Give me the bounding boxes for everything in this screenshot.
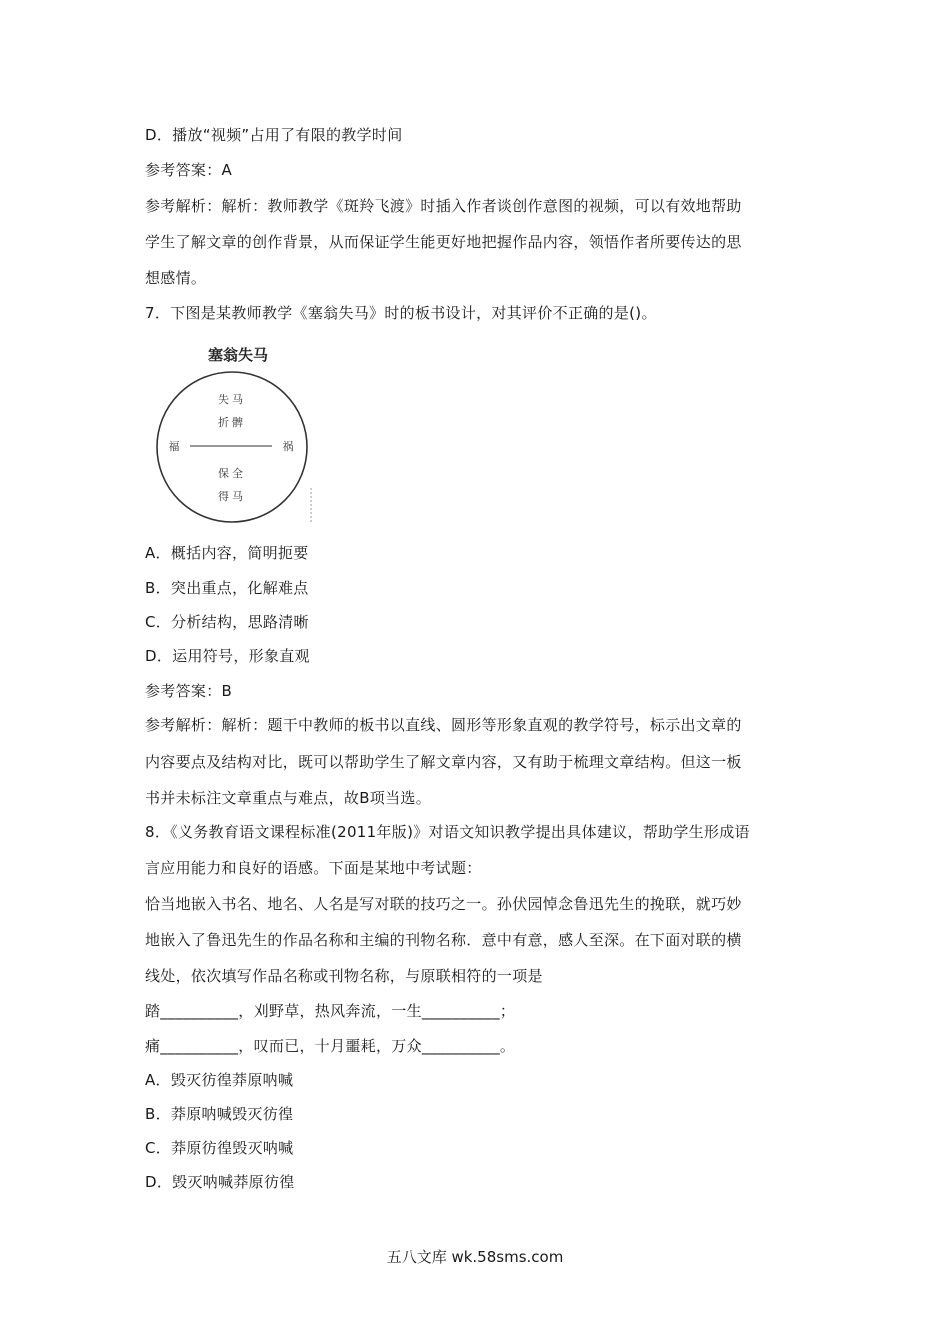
- diagram-upper-line1: 失马: [218, 393, 246, 406]
- option-d-q6: D．播放“视频”占用了有限的教学时间: [145, 126, 403, 144]
- diagram-left-label: 福: [168, 440, 180, 453]
- explanation-q7-line1: 参考解析：解析：题干中教师的板书以直线、圆形等形象直观的教学符号，标示出文章的: [145, 716, 742, 734]
- option-b-q7: B．突出重点，化解难点: [145, 579, 309, 597]
- question-8-passage-line2: 地嵌入了鲁迅先生的作品名称和主编的刊物名称．意中有意，感人至深。在下面对联的横: [145, 931, 742, 949]
- diagram-title: 塞翁失马: [207, 346, 269, 364]
- option-c-q7: C．分析结构，思路清晰: [145, 613, 309, 631]
- diagram-lower-line2: 得马: [218, 490, 246, 503]
- board-design-diagram: [150, 340, 325, 530]
- explanation-q6-line3: 想感情。: [145, 269, 207, 287]
- explanation-q7-line3: 书并未标注文章重点与难点，故B项当选。: [145, 789, 431, 807]
- answer-q6: 参考答案：A: [145, 161, 233, 179]
- option-a-q7: A．概括内容，简明扼要: [145, 544, 309, 562]
- explanation-q6-line2: 学生了解文章的创作背景，从而保证学生能更好地把握作品内容，领悟作者所要传达的思: [145, 233, 742, 251]
- diagram-upper-line2: 折髀: [218, 416, 246, 429]
- option-d-q7: D．运用符号，形象直观: [145, 647, 310, 665]
- option-c-q8: C．莽原彷徨毁灭呐喊: [145, 1139, 294, 1157]
- question-8-line1: 8．《义务教育语文课程标准(2011年版)》对语文知识教学提出具体建议，帮助学生形成语: [145, 823, 750, 841]
- question-8-line2: 言应用能力和良好的语感。下面是某地中考试题：: [145, 859, 482, 877]
- option-d-q8: D．毁灭呐喊莽原彷徨: [145, 1173, 295, 1191]
- diagram-right-label: 祸: [282, 440, 294, 453]
- question-8-passage-line3: 线处，依次填写作品名称或刊物名称，与原联相符的一项是: [145, 967, 543, 985]
- explanation-q7-line2: 内容要点及结构对比，既可以帮助学生了解文章内容，又有助于梳理文章结构。但这一板: [145, 753, 742, 771]
- couplet-line2: 痛__________，叹而已，十月噩耗，万众__________。: [145, 1037, 516, 1055]
- diagram-lower-line1: 保全: [218, 467, 246, 480]
- couplet-line1: 踏__________，刈野草，热风奔流，一生__________；: [145, 1002, 516, 1020]
- option-b-q8: B．莽原呐喊毁灭彷徨: [145, 1105, 294, 1123]
- answer-q7: 参考答案：B: [145, 682, 233, 700]
- option-a-q8: A．毁灭彷徨莽原呐喊: [145, 1071, 294, 1089]
- page-footer: 五八文库 wk.58sms.com: [386, 1248, 564, 1266]
- question-7: 7．下图是某教师教学《塞翁失马》时的板书设计，对其评价不正确的是()。: [145, 304, 657, 322]
- board-design-svg: [150, 340, 325, 530]
- explanation-q6-line1: 参考解析：解析：教师教学《斑羚飞渡》时插入作者谈创作意图的视频，可以有效地帮助: [145, 197, 742, 215]
- question-8-passage-line1: 恰当地嵌入书名、地名、人名是写对联的技巧之一。孙伏园悼念鲁迅先生的挽联，就巧妙: [145, 895, 742, 913]
